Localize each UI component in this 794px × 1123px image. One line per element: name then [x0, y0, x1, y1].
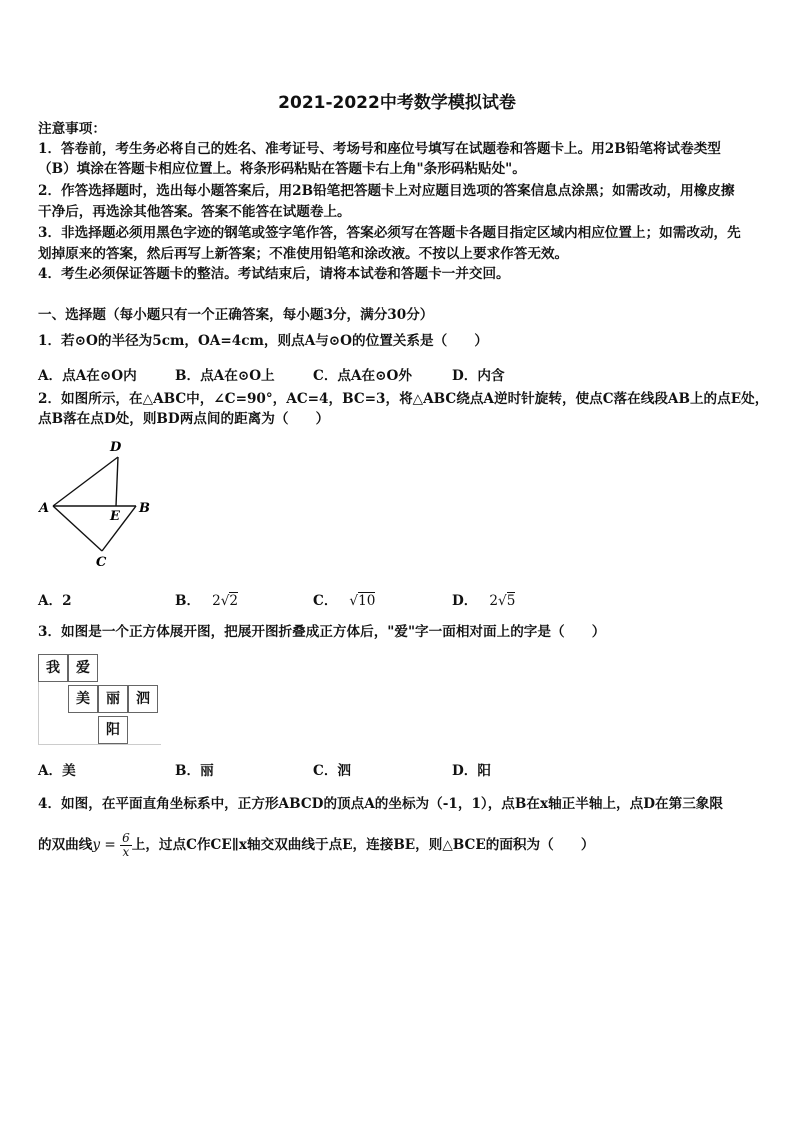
cube-face: 我 — [38, 654, 68, 682]
label-e: E — [110, 509, 120, 524]
q2-option-c: C． √10 — [313, 593, 376, 609]
cube-net-figure — [38, 654, 162, 746]
section-heading: 一、选择题（每小题只有一个正确答案，每小题3分，满分30分） — [38, 307, 434, 323]
q2-option-b: B． 2√2 — [175, 593, 239, 609]
fraction: $\frac{6}{x}$ — [122, 831, 130, 859]
triangle-figure — [36, 436, 156, 570]
q1-option-b: B．点A在⊙O上 — [175, 368, 275, 384]
question-1-stem: 1．若⊙O的半径为5cm，OA=4cm，则点A与⊙O的位置关系是（ ） — [38, 333, 488, 349]
q3-option-c: C．泗 — [313, 763, 352, 779]
q1-option-d: D．内含 — [452, 368, 505, 384]
notice-line: 2．作答选择题时，选出每小题答案后，用2B铅笔把答题卡上对应题目选项的答案信息点涂黑；如需改动，用橡皮擦 — [38, 183, 735, 199]
q1-option-c: C．点A在⊙O外 — [313, 368, 412, 384]
cube-face: 阳 — [98, 716, 128, 744]
q3-option-d: D．阳 — [452, 763, 491, 779]
cube-face: 泗 — [128, 685, 158, 713]
question-2-stem: 点B落在点D处，则BD两点间的距离为（ ） — [38, 411, 330, 427]
label-a: A — [39, 501, 50, 516]
q2-option-a: A．2 — [38, 593, 72, 609]
cube-face: 美 — [68, 685, 98, 713]
q3-option-b: B．丽 — [175, 763, 214, 779]
label-d: D — [110, 440, 122, 455]
notice-line: 划掉原来的答案，然后再写上新答案；不准使用铅笔和涂改液。不按以上要求作答无效。 — [38, 246, 569, 262]
page-title: 2021-2022中考数学模拟试卷 — [278, 93, 516, 113]
notice-line: 4．考生必须保证答题卡的整洁。考试结束后，请将本试卷和答题卡一并交回。 — [38, 266, 510, 282]
q3-option-a: A．美 — [38, 763, 76, 779]
notice-line: 干净后，再选涂其他答案。答案不能答在试题卷上。 — [38, 204, 351, 220]
question-4-stem: 4．如图，在平面直角坐标系中，正方形ABCD的顶点A的坐标为（-1，1），点B在x轴正半轴上，点D在第三象限 — [38, 796, 723, 812]
cube-face: 丽 — [98, 685, 128, 713]
notice-line: 3．非选择题必须用黑色字迹的钢笔或签字笔作答，答案必须写在答题卡各题目指定区域内相应位置上；如需改动，先 — [38, 225, 741, 241]
notice-line: 1．答卷前，考生务必将自己的姓名、准考证号、考场号和座位号填写在试题卷和答题卡上。用2B铅笔将试卷类型 — [38, 141, 721, 157]
q2-option-d: D． 2√5 — [452, 593, 516, 609]
question-3-stem: 3．如图是一个正方体展开图，把展开图折叠成正方体后，"爱"字一面相对面上的字是（ ） — [38, 624, 606, 640]
notice-heading: 注意事项： — [38, 121, 106, 137]
label-b: B — [139, 501, 150, 516]
label-c: C — [96, 555, 107, 570]
question-4-stem-line2: 的双曲线y = $\frac{6}{x}$ 上，过点C作CE∥x轴交双曲线于点E，连接BE，则△BCE的面积为（ ） — [38, 831, 595, 859]
cube-face: 爱 — [68, 654, 98, 682]
question-2-stem: 2．如图所示，在△ABC中，∠C=90°，AC=4，BC=3，将△ABC绕点A逆时针旋转，使点C落在线段AB上的点E处， — [38, 391, 769, 407]
notice-line: （B）填涂在答题卡相应位置上。将条形码粘贴在答题卡右上角"条形码粘贴处"。 — [38, 161, 526, 177]
q1-option-a: A．点A在⊙O内 — [38, 368, 137, 384]
